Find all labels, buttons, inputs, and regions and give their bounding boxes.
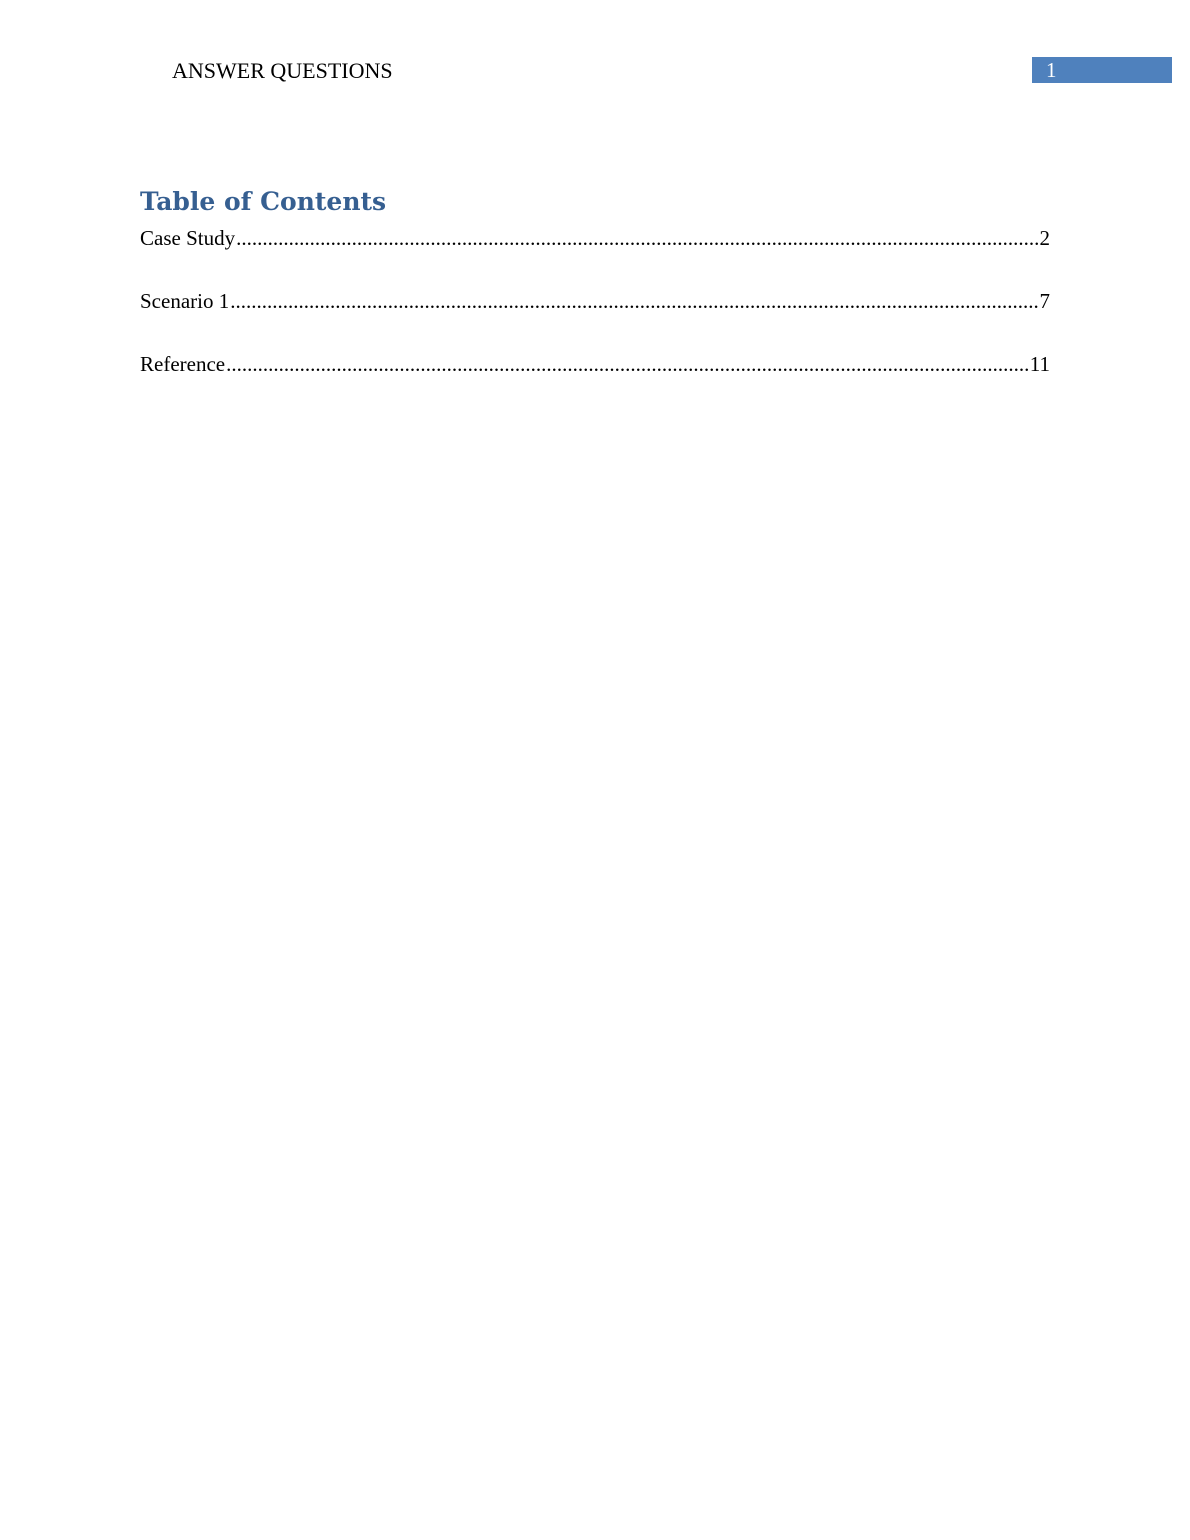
running-header-title: ANSWER QUESTIONS xyxy=(172,58,393,83)
toc-entry-label: Scenario 1 xyxy=(140,289,230,313)
toc-entry-page: 7 xyxy=(1039,289,1050,313)
toc-dot-leader xyxy=(230,286,1038,316)
table-of-contents xyxy=(140,223,1050,412)
toc-entry-label: Reference xyxy=(140,352,226,376)
toc-entry-reference[interactable] xyxy=(140,349,1050,379)
toc-dot-leader xyxy=(226,349,1029,379)
toc-entry-label: Case Study xyxy=(140,226,236,250)
toc-entry-case-study[interactable] xyxy=(140,223,1050,253)
toc-entry-scenario-1[interactable] xyxy=(140,286,1050,316)
toc-entry-page: 2 xyxy=(1039,226,1050,250)
toc-heading: Table of Contents xyxy=(140,187,387,216)
page-number-badge: 1 xyxy=(1032,57,1172,83)
toc-dot-leader xyxy=(236,223,1038,253)
toc-entry-page: 11 xyxy=(1029,352,1050,376)
